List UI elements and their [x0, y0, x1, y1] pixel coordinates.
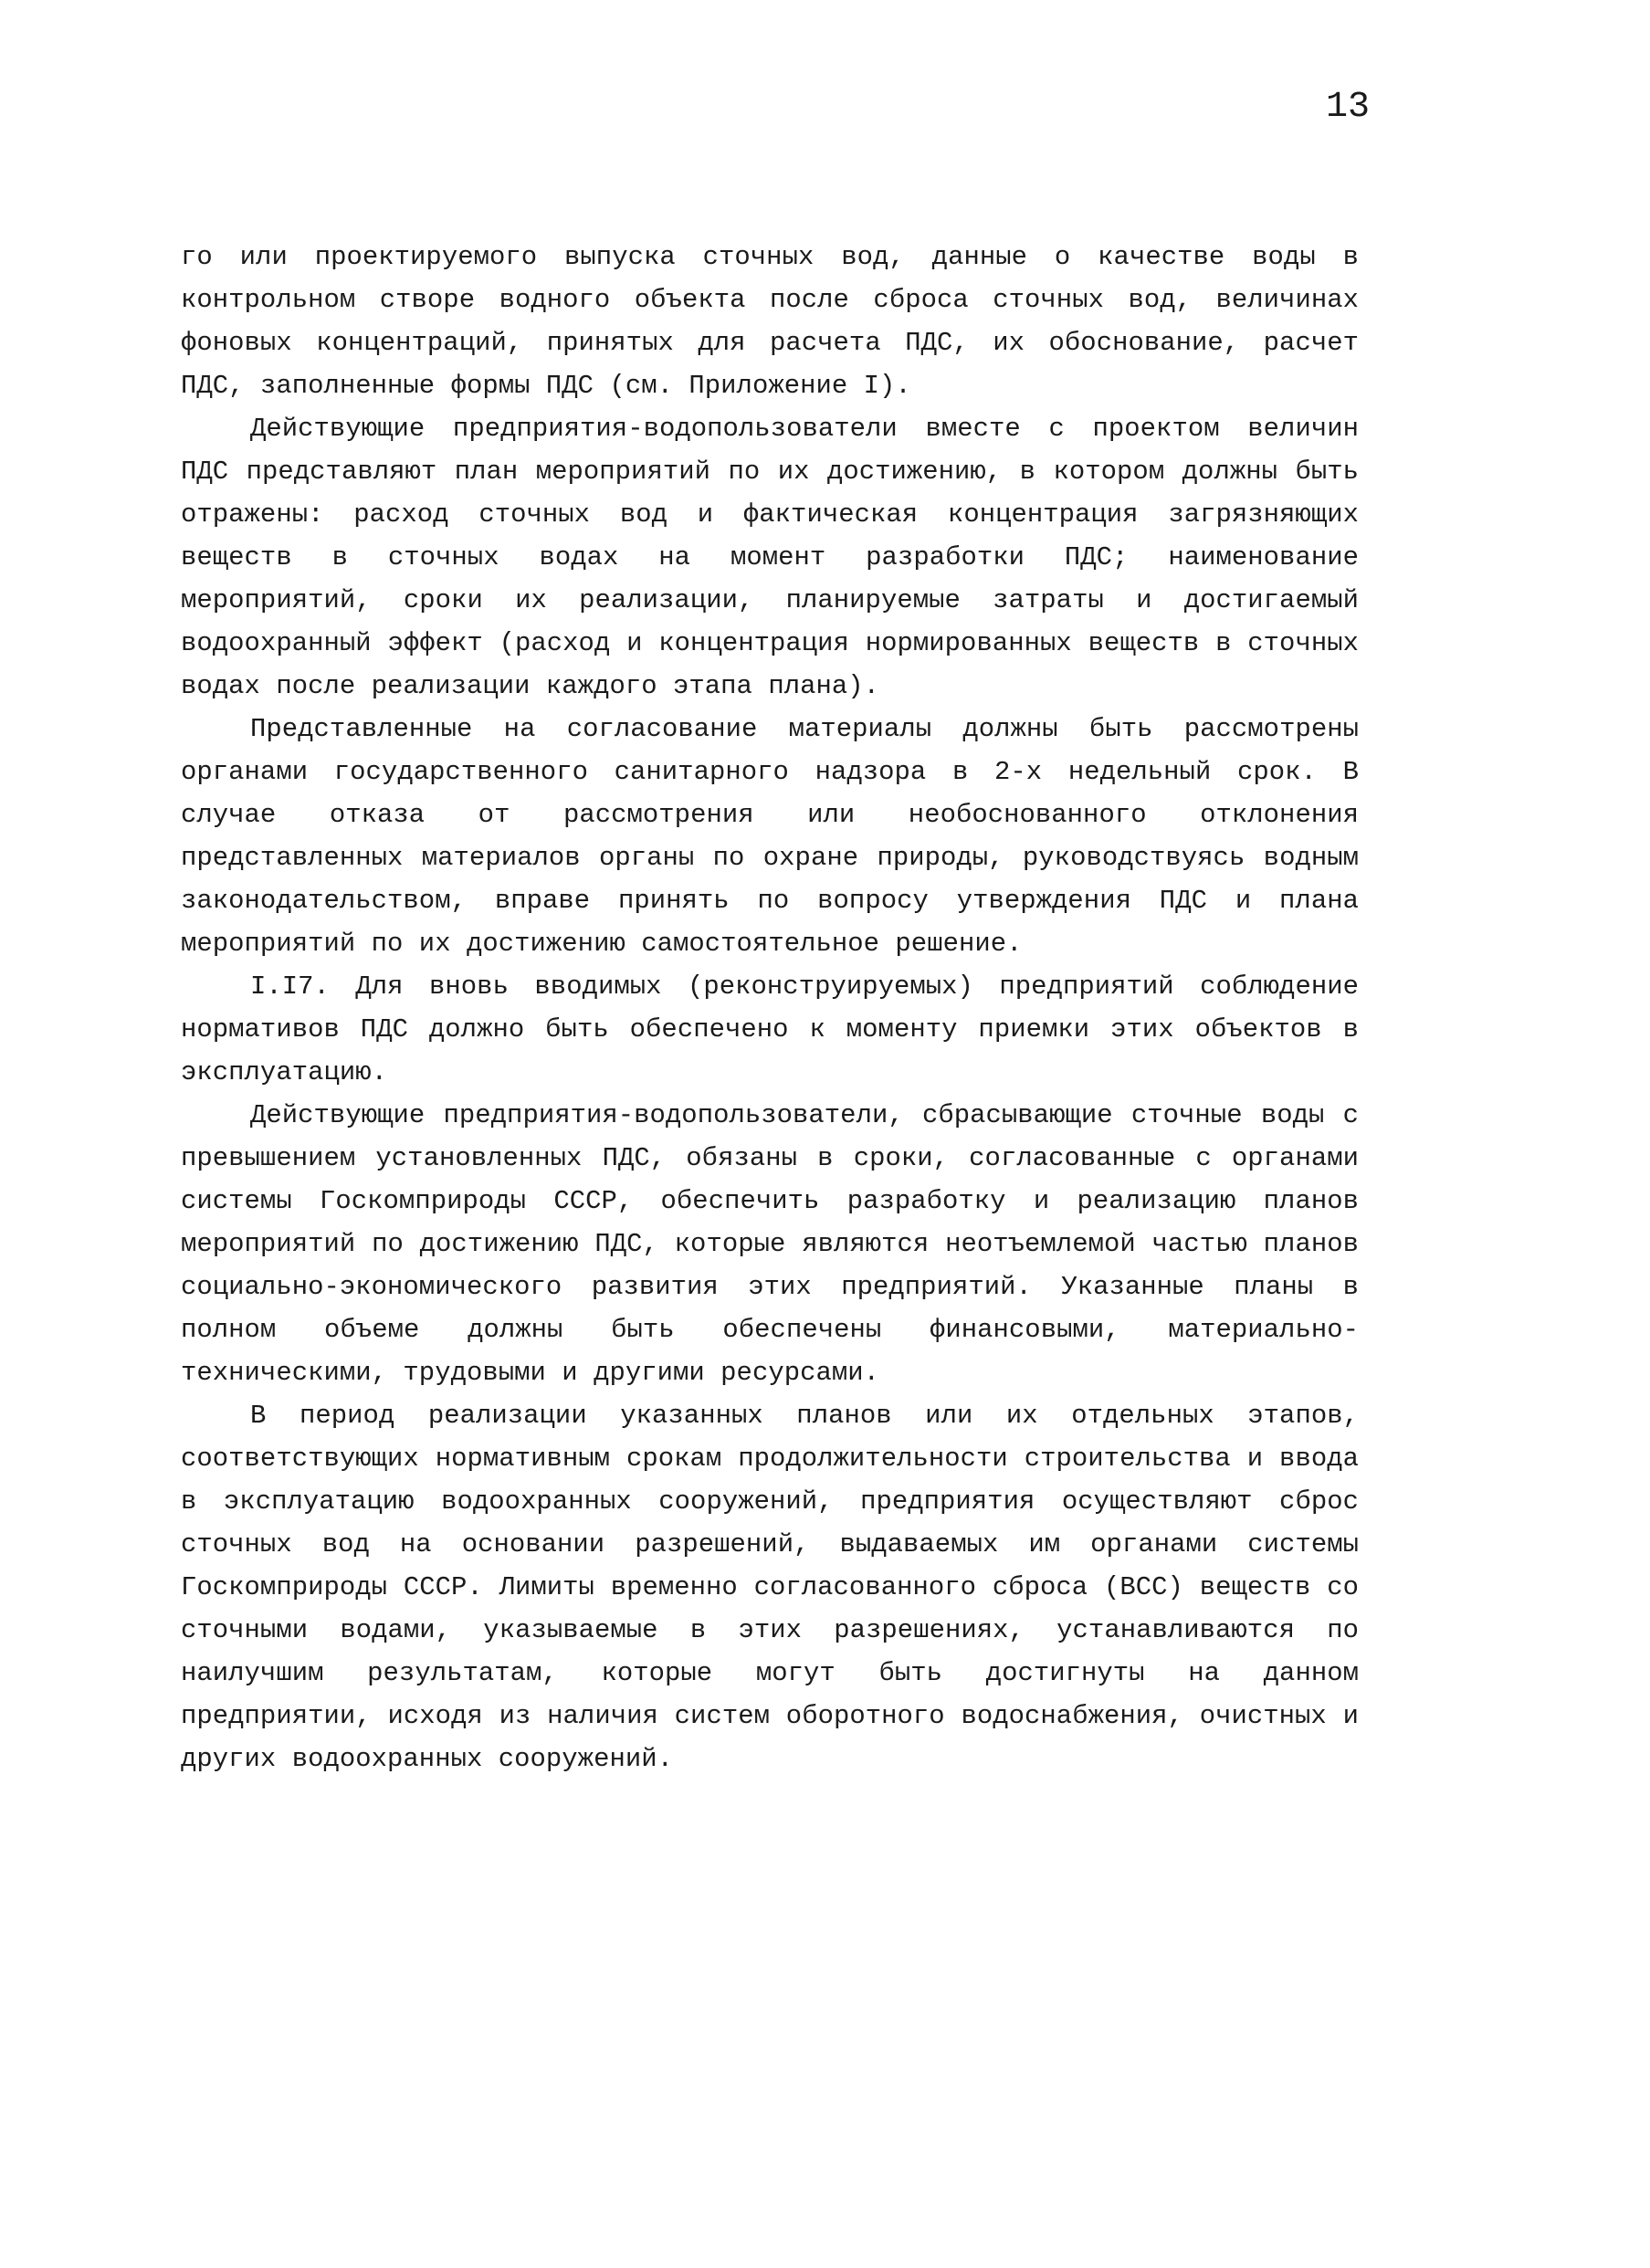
paragraph: Представленные на согласование материалы должны быть рассмотрены органами государственного санитарного надзора в 2-х недельный срок. В случае отказа от рассмотрения или необоснованного отклонения представленных материалов органы по охране природы, руководствуясь водным законодательством, вправе принять по вопросу утверждения ПДС и плана мероприятий по их достижению самостоятельное решение. — [181, 714, 1359, 959]
paragraph: го или проектируемого выпуска сточных вод, данные о качестве воды в контрольном створе водного объекта после сброса сточных вод, величинах фоновых концентраций, принятых для расчета ПДС, их обоснование, расчет ПДС, заполненные формы ПДС (см. Приложение I). — [181, 242, 1359, 401]
body-text — [181, 236, 1359, 1780]
paragraph: В период реализации указанных планов или их отдельных этапов, соответствующих нормативным срокам продолжительности строительства и ввода в эксплуатацию водоохранных сооружений, предприятия осуществляют сброс сточных вод на основании разрешений, выдаваемых им органами системы Госкомприроды СССР. Лимиты временно согласованного сброса (ВСС) веществ со сточными водами, указываемые в этих разрешениях, устанавливаются по наилучшим результатам, которые могут быть достигнуты на данном предприятии, исходя из наличия систем оборотного водоснабжения, очистных и других водоохранных сооружений. — [181, 1401, 1359, 1774]
paragraph: I.I7. Для вновь вводимых (реконструируемых) предприятий соблюдение нормативов ПДС должно быть обеспечено к моменту приемки этих объектов в эксплуатацию. — [181, 971, 1359, 1087]
paragraph: Действующие предприятия-водопользователи, сбрасывающие сточные воды с превышением установленных ПДС, обязаны в сроки, согласованные с органами системы Госкомприроды СССР, обеспечить разработку и реализацию планов мероприятий по достижению ПДС, которые являются неотъемлемой частью планов социально-экономического развития этих предприятий. Указанные планы в полном объеме должны быть обеспечены финансовыми, материально-техническими, трудовыми и другими ресурсами. — [181, 1100, 1359, 1388]
page-number: 13 — [1326, 87, 1371, 128]
paragraph: Действующие предприятия-водопользователи вместе с проектом величин ПДС представляют план мероприятий по их достижению, в котором должны быть отражены: расход сточных вод и фактическая концентрация загрязняющих веществ в сточных водах на момент разработки ПДС; наименование мероприятий, сроки их реализации, планируемые затраты и достигаемый водоохранный эффект (расход и концентрация нормированных веществ в сточных водах после реализации каждого этапа плана). — [181, 414, 1359, 701]
